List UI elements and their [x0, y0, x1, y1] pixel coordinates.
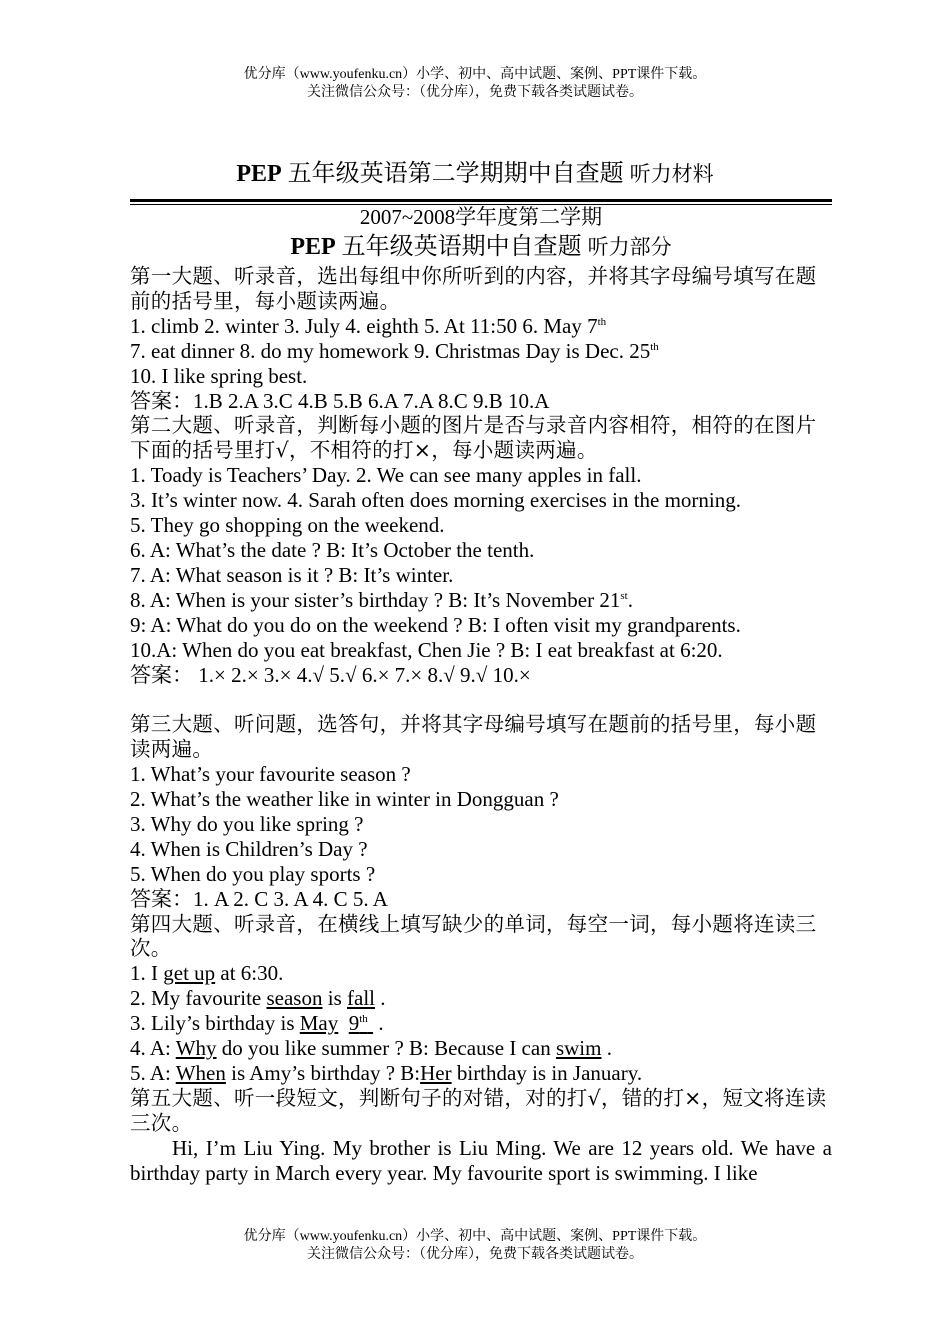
s4-q1-answer: get up [163, 961, 216, 986]
section-1-line-3: 10. I like spring best. [130, 363, 308, 388]
s4-q5-answer-1: When [175, 1060, 226, 1085]
title-small: 听力材料 [629, 162, 714, 186]
s1-line1-sup: th [597, 315, 607, 328]
s2-line: 5. They go shopping on the weekend. [130, 513, 445, 538]
title-main: 五年级英语第二学期期中自查题 [281, 161, 630, 187]
s4-q4-answer-2: swim [555, 1036, 602, 1061]
s1-line1-text: 1. climb 2. winter 3. July 4. eighth 5. At 11:50 6. May 7 [130, 313, 598, 338]
s1-line2-sup: th [650, 340, 659, 353]
s4-q3-answer-1: May [299, 1011, 339, 1036]
s2-line: 1. Toady is Teachers’ Day. 2. We can see many apples in fall. [130, 463, 642, 488]
s1-line2-text: 7. eat dinner 8. do my homework 9. Christmas Day is Dec. 25 [130, 338, 651, 363]
section-5-paragraph: Hi, I’m Liu Ying. My brother is Liu Ming. We are 12 years old. We have a birthday party in March every year. My favourite sport is swimming. I like [130, 1135, 832, 1185]
s4-q3-pre: 3. Lily’s birthday is [130, 1011, 300, 1036]
section-5-heading: 第五大题、听一段短文，判断句子的对错，对的打√，错的打×，短文将连读三次。 [130, 1085, 827, 1135]
s2-line: 7. A: What season is it ? B: It’s winter. [130, 562, 454, 587]
title-bold: PEP [236, 161, 282, 187]
section-1-line-1 [130, 314, 832, 339]
s4-q3-answer-2 [349, 1011, 373, 1035]
s4-q2-pre: 2. My favourite [130, 986, 267, 1011]
subtitle-main: 五年级英语期中自查题 [335, 234, 588, 260]
s4-q5-answer-2: Her [420, 1060, 452, 1085]
section-1-answer: 答案：1.B 2.A 3.C 4.B 5.B 6.A 7.A 8.C 9.B 10.A [130, 388, 550, 413]
footer-line-1: 优分库（www.youfenku.cn）小学、初中、高中试题、案例、PPT课件下载。 [243, 1229, 707, 1244]
section-1-heading: 第一大题、听录音，选出每组中你所听到的内容，并将其字母编号填写在题前的括号里，每小题读两遍。 [130, 264, 817, 313]
section-1-line-2 [130, 339, 832, 364]
s3-line: 5. When do you play sports ? [130, 861, 376, 886]
s4-q4 [130, 1036, 832, 1061]
footer-line-2: 关注微信公众号：（优分库），免费下载各类试题试卷。 [307, 1247, 643, 1262]
s3-line: 1. What’s your favourite season ? [130, 762, 411, 787]
s2-line: 3. It’s winter now. 4. Sarah often does morning exercises in the morning. [130, 488, 742, 513]
header-line-2: 关注微信公众号：（优分库），免费下载各类试题试卷。 [307, 85, 643, 100]
s4-q3-post: . [373, 1011, 384, 1036]
document-title [0, 157, 950, 191]
section-3-heading: 第三大题、听问题，选答句，并将其字母编号填写在题前的括号里，每小题读两遍。 [130, 712, 817, 762]
s4-q2-answer-1: season [266, 986, 323, 1011]
section-3-answer: 答案：1. A 2. C 3. A 4. C 5. A [130, 886, 388, 911]
s4-q1 [130, 961, 832, 986]
s3-line: 3. Why do you like spring ? [130, 811, 364, 836]
s4-q2 [130, 986, 832, 1011]
s2-line8-text: 8. A: When is your sister’s birthday ? B: It’s November 21 [130, 587, 621, 612]
section-2-answer: 答案： 1.× 2.× 3.× 4.√ 5.√ 6.× 7.× 8.√ 9.√ 10.× [130, 662, 531, 687]
s2-line-8 [130, 588, 832, 613]
header-line-1: 优分库（www.youfenku.cn）小学、初中、高中试题、案例、PPT课件下载。 [243, 67, 707, 82]
s4-q5-mid: is Amy’s birthday ? B: [225, 1060, 421, 1085]
s4-q4-answer-1: Why [175, 1036, 217, 1061]
document-body [130, 204, 832, 1186]
section-4-heading: 第四大题、听录音，在横线上填写缺少的单词，每空一词，每小题将连读三次。 [130, 911, 817, 961]
page-header [0, 66, 950, 102]
s4-q3-day: 9 [348, 1011, 360, 1036]
subtitle-bold: PEP [290, 234, 336, 260]
s2-line: 6. A: What’s the date ? B: It’s October the tenth. [130, 537, 535, 562]
s4-q4-mid: do you like summer ? B: Because I can [216, 1036, 556, 1061]
title-rule-thick [130, 199, 832, 202]
s3-line: 4. When is Children’s Day ? [130, 836, 368, 861]
subtitle-section [130, 230, 832, 264]
s2-line: 10.A: When do you eat breakfast, Chen Jie ? B: I eat breakfast at 6:20. [130, 637, 723, 662]
s4-q2-post: . [374, 986, 386, 1011]
s4-q1-pre: 1. I [130, 961, 164, 986]
s4-q2-mid: is [322, 986, 347, 1011]
s4-q5 [130, 1061, 832, 1086]
blank-line [130, 687, 832, 712]
subtitle-small: 听力部分 [587, 235, 672, 259]
s4-q2-answer-2: fall [347, 986, 375, 1011]
s4-q3 [130, 1011, 832, 1036]
s2-line8-sup: st [620, 589, 628, 602]
s4-q5-post: birthday is in January. [451, 1060, 643, 1085]
s2-line: 9: A: What do you do on the weekend ? B: I often visit my grandparents. [130, 612, 741, 637]
s4-q3-sup: th [359, 1013, 368, 1026]
subtitle-year: 2007~2008学年度第二学期 [359, 205, 603, 229]
section-2-heading: 第二大题、听录音，判断每小题的图片是否与录音内容相符，相符的在图片下面的括号里打√，不相符的打×，每小题读两遍。 [130, 413, 817, 463]
s3-line: 2. What’s the weather like in winter in Dongguan ? [130, 787, 559, 812]
s4-q1-post: at 6:30. [215, 961, 284, 986]
s4-q5-pre: 5. A: [130, 1060, 176, 1085]
s2-line8-end: . [627, 587, 633, 612]
s4-q4-pre: 4. A: [130, 1036, 176, 1061]
s4-q4-post: . [601, 1036, 612, 1061]
page-footer [0, 1228, 950, 1264]
